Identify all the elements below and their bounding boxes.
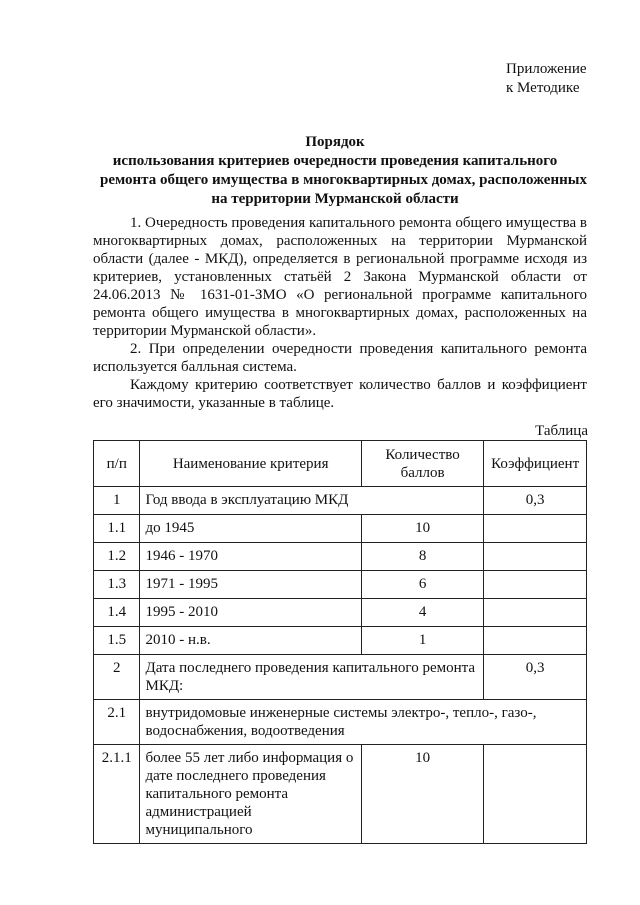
row-name: внутридомовые инженерные системы электро-, тепло-, газо-, водоснабжения, водоотведения — [140, 700, 587, 745]
title-line-1: Порядок — [305, 134, 365, 150]
header-num: п/п — [94, 441, 140, 487]
row-name: 1995 - 2010 — [140, 599, 361, 627]
paragraph-2: 2. При определении очередности проведения капитального ремонта используется балльная система. — [93, 341, 587, 375]
paragraph-3: Каждому критерию соответствует количество баллов и коэффициент его значимости, указанные в таблице. — [93, 377, 587, 411]
row-num: 2 — [94, 655, 140, 700]
row-points: 6 — [361, 571, 484, 599]
table-row — [94, 571, 587, 599]
header-points: Количество баллов — [361, 441, 484, 487]
table-row — [94, 515, 587, 543]
row-num: 2.1 — [94, 700, 140, 745]
row-name: до 1945 — [140, 515, 361, 543]
row-coef: 0,3 — [484, 487, 587, 515]
row-name: Год ввода в эксплуатацию МКД — [140, 487, 484, 515]
body-text — [93, 214, 587, 412]
row-points: 10 — [361, 745, 484, 844]
row-coef — [484, 515, 587, 543]
row-points: 8 — [361, 543, 484, 571]
appendix-line-2: к Методике — [506, 80, 580, 96]
appendix-note — [506, 60, 587, 98]
row-coef — [484, 745, 587, 844]
row-points: 1 — [361, 627, 484, 655]
header-name: Наименование критерия — [140, 441, 361, 487]
row-name: 2010 - н.в. — [140, 627, 361, 655]
table-row — [94, 543, 587, 571]
row-points: 10 — [361, 515, 484, 543]
document-title — [100, 133, 587, 209]
row-num: 1 — [94, 487, 140, 515]
table-caption: Таблица — [535, 423, 588, 439]
row-num: 1.2 — [94, 543, 140, 571]
appendix-line-1: Приложение — [506, 61, 587, 77]
row-coef — [484, 543, 587, 571]
table-row — [94, 487, 587, 515]
row-num: 1.1 — [94, 515, 140, 543]
table-row — [94, 627, 587, 655]
table-row — [94, 599, 587, 627]
row-num: 2.1.1 — [94, 745, 140, 844]
row-num: 1.5 — [94, 627, 140, 655]
row-coef — [484, 571, 587, 599]
table-row — [94, 745, 587, 844]
row-name: Дата последнего проведения капитального ремонта МКД: — [140, 655, 484, 700]
row-coef: 0,3 — [484, 655, 587, 700]
title-line-4: на территории Мурманской области — [211, 191, 459, 207]
row-points: 4 — [361, 599, 484, 627]
row-name: 1971 - 1995 — [140, 571, 361, 599]
table-row — [94, 655, 587, 700]
row-num: 1.3 — [94, 571, 140, 599]
row-coef — [484, 627, 587, 655]
criteria-table — [93, 440, 587, 844]
table-row — [94, 700, 587, 745]
row-name: 1946 - 1970 — [140, 543, 361, 571]
row-num: 1.4 — [94, 599, 140, 627]
paragraph-1: 1. Очередность проведения капитального ремонта общего имущества в многоквартирных домах, расположенных на территории Мурманской области (далее - МКД), определяется в региональной программе исходя из критериев, установленных статьёй 2 Закона Мурманской области от 24.06.2013 № 1631-01-ЗМО «О региональной программе капитального ремонта общего имущества в многоквартирных домах, расположенных на территории Мурманской области». — [93, 215, 587, 339]
title-line-3: ремонта общего имущества в многоквартирных домах, расположенных — [100, 172, 587, 188]
row-name: более 55 лет либо информация о дате последнего проведения капитального ремонта администрацией муниципального — [140, 745, 361, 844]
header-coef: Коэффициент — [484, 441, 587, 487]
title-line-2: использования критериев очередности проведения капитального — [112, 153, 558, 169]
table-header-row — [94, 441, 587, 487]
row-coef — [484, 599, 587, 627]
